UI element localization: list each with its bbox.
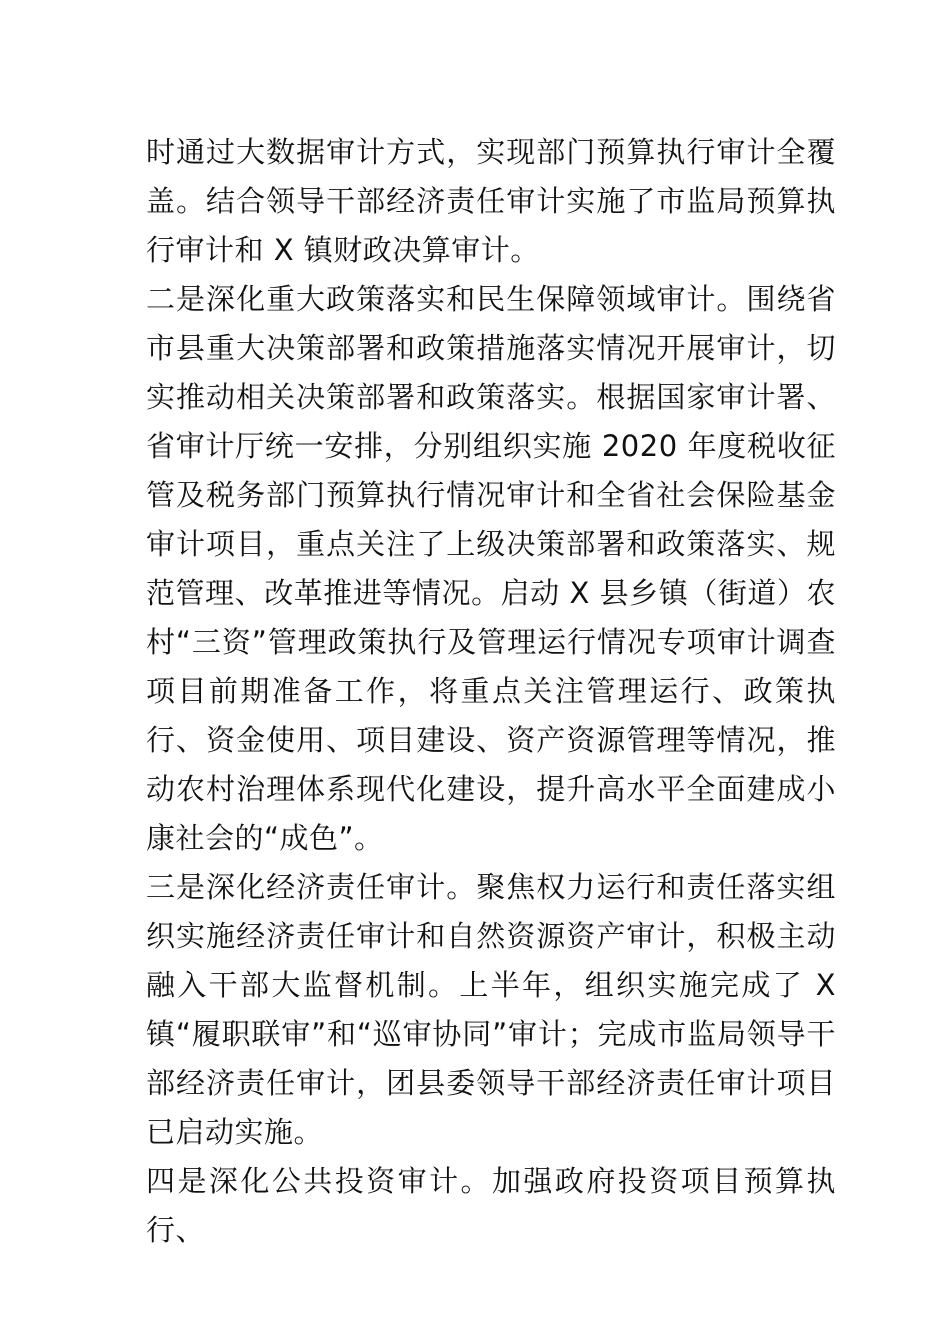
paragraph-policy-audit: 二是深化重大政策落实和民生保障领域审计。围绕省市县重大决策部署和政策措施落实情况开展审计，切实推动相关决策部署和政策落实。根据国家审计署、省审计厅统一安排，分别组织实施 2020 年度税收征管及税务部门预算执行情况审计和全省社会保险基金审计项目，重点关注了上级决策部署和政策落实、规范管理、改革推进等情况。启动 X 县乡镇（街道）农村“三资”管理政策执行及管理运行情况专项审计调查项目前期准备工作，将重点关注管理运行、政策执行、资金使用、项目建设、资产资源管理等情况，推动农村治理体系现代化建设，提升高水平全面建成小康社会的“成色”。 bbox=[146, 282, 836, 855]
paragraph-budget-audit: 时通过大数据审计方式，实现部门预算执行审计全覆盖。结合领导干部经济责任审计实施了市监局预算执行审计和 X 镇财政决算审计。 bbox=[146, 135, 836, 267]
document-body bbox=[146, 128, 836, 1255]
paragraph-public-investment-audit: 四是深化公共投资审计。加强政府投资项目预算执行、 bbox=[146, 1164, 836, 1247]
paragraph-economic-responsibility-audit: 三是深化经济责任审计。聚焦权力运行和责任落实组织实施经济责任审计和自然资源资产审计，积极主动融入干部大监督机制。上半年，组织实施完成了 X 镇“履职联审”和“巡审协同”审计；完成市监局领导干部经济责任审计，团县委领导干部经济责任审计项目已启动实施。 bbox=[146, 870, 836, 1149]
